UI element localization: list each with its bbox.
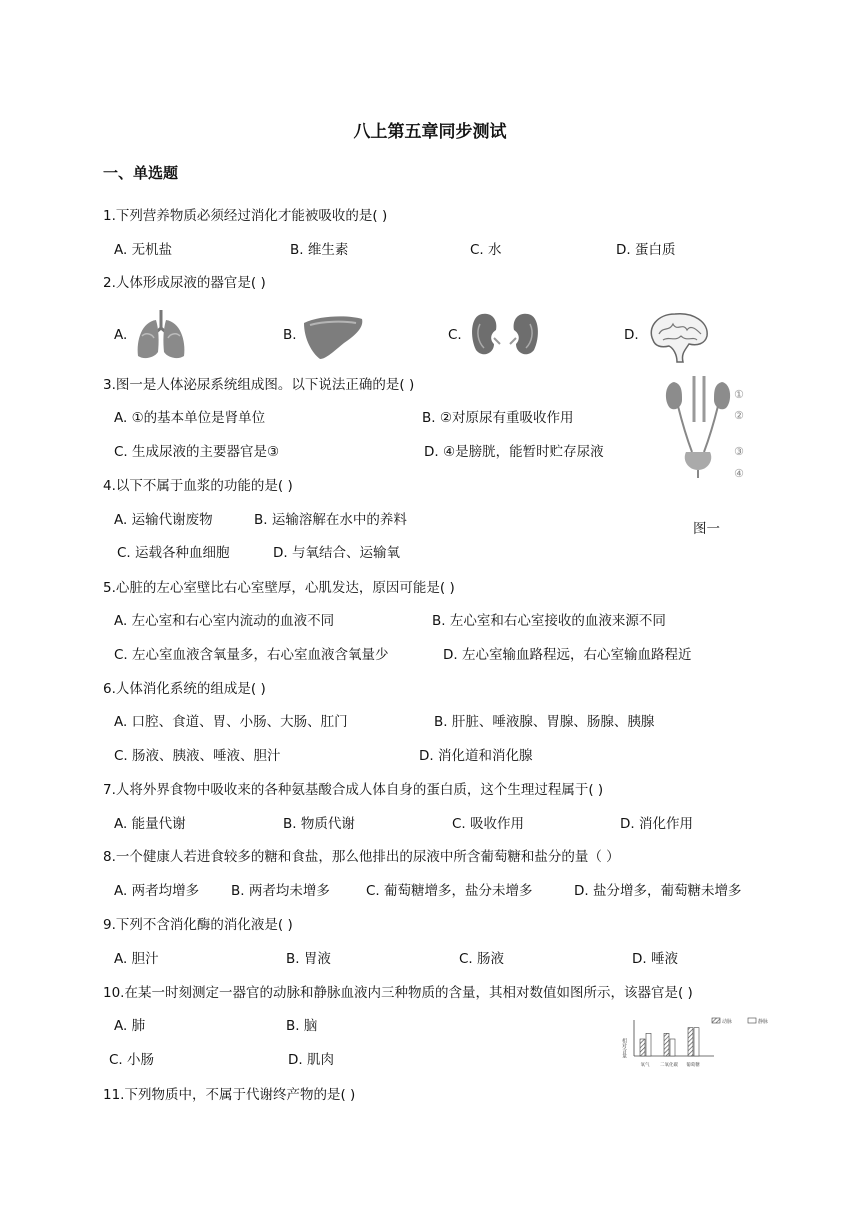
legend-swatch [712, 1018, 720, 1023]
question-9-option-d[interactable]: D. 唾液 [632, 951, 678, 967]
question-1-option-c[interactable]: C. 水 [470, 242, 502, 258]
question-1-option-a[interactable]: A. 无机盐 [114, 242, 173, 258]
legend-label: 动脉 [722, 1019, 733, 1025]
x-tick-label: 氧气 [640, 1063, 650, 1068]
question-4-option-d[interactable]: D. 与氧结合、运输氧 [273, 545, 400, 561]
brain-icon [645, 310, 713, 364]
question-3-option-a[interactable]: A. ①的基本单位是肾单位 [114, 410, 266, 426]
question-1-option-d[interactable]: D. 蛋白质 [616, 242, 676, 258]
question-2-option-c[interactable]: C. [448, 327, 462, 343]
question-7-option-b[interactable]: B. 物质代谢 [283, 816, 355, 832]
bar-1-1 [670, 1039, 675, 1056]
question-4-stem: 4.以下不属于血浆的功能的是( ) [103, 478, 293, 494]
question-9-option-c[interactable]: C. 肠液 [459, 951, 505, 967]
question-7-option-a[interactable]: A. 能量代谢 [114, 816, 186, 832]
x-tick-label: 葡萄糖 [686, 1063, 700, 1068]
question-6-option-b[interactable]: B. 肝脏、唾液腺、胃腺、肠腺、胰腺 [434, 714, 655, 730]
question-3-option-b[interactable]: B. ②对原尿有重吸收作用 [422, 410, 574, 426]
question-8-option-d[interactable]: D. 盐分增多，葡萄糖未增多 [574, 883, 742, 899]
question-3-option-d[interactable]: D. ④是膀胱，能暂时贮存尿液 [424, 444, 604, 460]
question-10-option-b[interactable]: B. 脑 [286, 1018, 318, 1034]
bar-2-1 [694, 1028, 699, 1056]
section-heading: 一、单选题 [103, 164, 179, 182]
question-1-stem: 1.下列营养物质必须经过消化才能被吸收的是( ) [103, 208, 388, 224]
question-5-option-c[interactable]: C. 左心室血液含氧量多，右心室血液含氧量少 [114, 647, 389, 663]
y-axis-label: 相对含量 [621, 1038, 627, 1058]
question-7-option-d[interactable]: D. 消化作用 [620, 816, 693, 832]
question-3-stem: 3.图一是人体泌尿系统组成图。以下说法正确的是( ) [103, 377, 415, 393]
question-10-option-a[interactable]: A. 肺 [114, 1018, 146, 1034]
bar-2-0 [688, 1028, 693, 1056]
bar-1-0 [664, 1033, 669, 1056]
question-7-option-c[interactable]: C. 吸收作用 [452, 816, 525, 832]
figure-label-2: ② [734, 409, 744, 422]
question-3-option-c[interactable]: C. 生成尿液的主要器官是③ [114, 444, 280, 460]
figure-caption: 图一 [693, 521, 720, 537]
question-10-stem: 10.在某一时刻测定一器官的动脉和静脉血液内三种物质的含量，其相对数值如图所示，该器官是( ) [103, 985, 693, 1001]
liver-icon [300, 313, 366, 363]
question-5-stem: 5.心脏的左心室壁比右心室壁厚，心肌发达，原因可能是( ) [103, 580, 455, 596]
question-9-option-b[interactable]: B. 胃液 [286, 951, 331, 967]
question-1-option-b[interactable]: B. 维生素 [290, 242, 349, 258]
question-7-stem: 7.人将外界食物中吸收来的各种氨基酸合成人体自身的蛋白质，这个生理过程属于( ) [103, 782, 604, 798]
question-9-stem: 9.下列不含消化酶的消化液是( ) [103, 917, 293, 933]
question-2-option-a[interactable]: A. [114, 327, 128, 343]
legend-swatch [748, 1018, 756, 1023]
question-11-stem: 11.下列物质中，不属于代谢终产物的是( ) [103, 1087, 356, 1103]
figure-label-4: ④ [734, 467, 744, 480]
question-8-option-b[interactable]: B. 两者均未增多 [231, 883, 330, 899]
question-4-option-b[interactable]: B. 运输溶解在水中的养料 [254, 512, 407, 528]
page-title: 八上第五章同步测试 [353, 122, 507, 142]
question-2-option-d[interactable]: D. [624, 327, 639, 343]
question-6-option-a[interactable]: A. 口腔、食道、胃、小肠、大肠、肛门 [114, 714, 348, 730]
figure-label-1: ① [734, 388, 744, 401]
question-2-stem: 2.人体形成尿液的器官是( ) [103, 275, 266, 291]
question-10-option-c[interactable]: C. 小肠 [109, 1052, 155, 1068]
bar-0-0 [640, 1039, 645, 1056]
question-5-option-d[interactable]: D. 左心室输血路程远，右心室输血路程近 [443, 647, 692, 663]
question-8-stem: 8.一个健康人若进食较多的糖和食盐，那么他排出的尿液中所含葡萄糖和盐分的量（ ） [103, 849, 620, 865]
question-6-option-c[interactable]: C. 肠液、胰液、唾液、胆汁 [114, 748, 281, 764]
figure-label-3: ③ [734, 445, 744, 458]
question-5-option-b[interactable]: B. 左心室和右心室接收的血液来源不同 [432, 613, 666, 629]
question-5-option-a[interactable]: A. 左心室和右心室内流动的血液不同 [114, 613, 335, 629]
question-6-stem: 6.人体消化系统的组成是( ) [103, 681, 266, 697]
bar-0-1 [646, 1033, 651, 1056]
question-10-option-d[interactable]: D. 肌肉 [288, 1052, 334, 1068]
question-8-option-c[interactable]: C. 葡萄糖增多，盐分未增多 [366, 883, 533, 899]
legend-label: 静脉 [758, 1019, 769, 1025]
question-4-option-a[interactable]: A. 运输代谢废物 [114, 512, 213, 528]
question-10-bar-chart [614, 1014, 786, 1072]
question-4-option-c[interactable]: C. 运载各种血细胞 [117, 545, 230, 561]
lungs-icon [132, 306, 190, 364]
question-8-option-a[interactable]: A. 两者均增多 [114, 883, 200, 899]
question-6-option-d[interactable]: D. 消化道和消化腺 [419, 748, 533, 764]
kidneys-icon [468, 310, 542, 362]
question-9-option-a[interactable]: A. 胆汁 [114, 951, 159, 967]
question-2-option-b[interactable]: B. [283, 327, 297, 343]
x-tick-label: 二氧化碳 [660, 1063, 678, 1068]
